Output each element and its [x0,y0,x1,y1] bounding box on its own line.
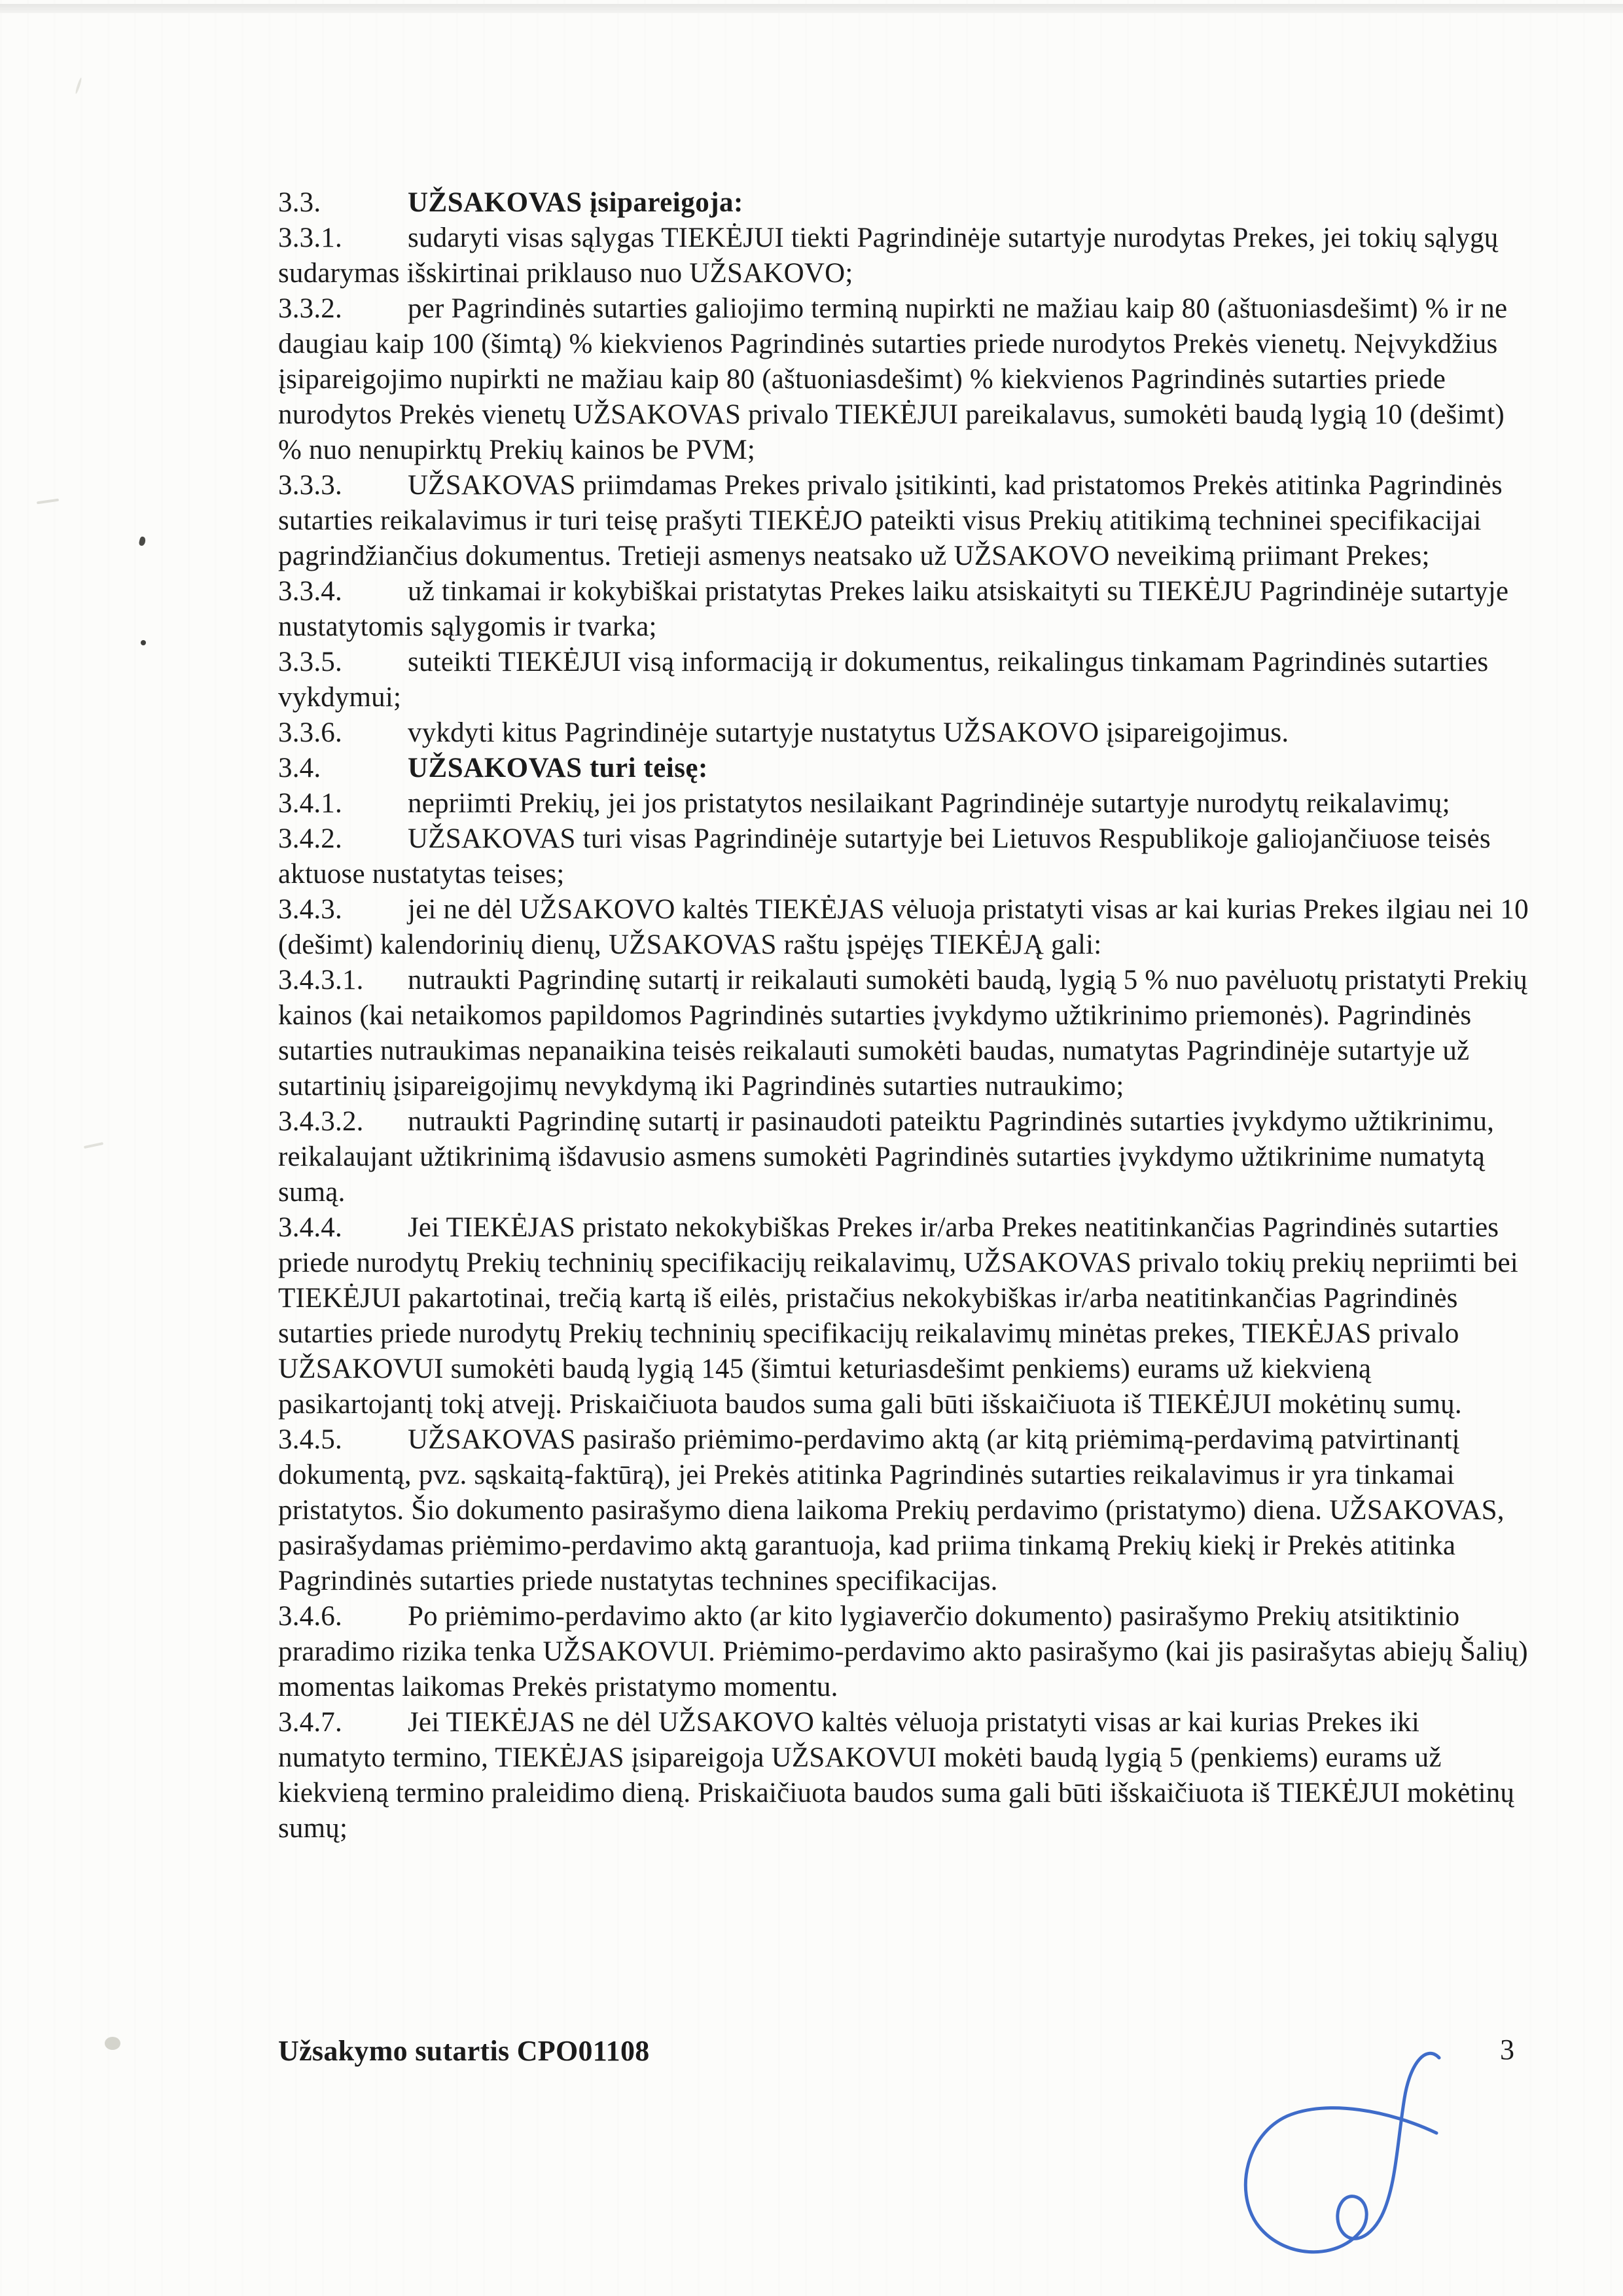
scan-speck-artifact [141,640,146,645]
clause-text: UŽSAKOVAS turi teisę: [408,753,708,783]
clause-text: nepriimti Prekių, jei jos pristatytos nesilaikant Pagrindinėje sutartyje nurodytų reikalavimų; [408,788,1450,819]
contract-clause [278,892,1531,963]
contract-clause [278,468,1531,574]
contract-clause [278,821,1531,892]
page-number: 3 [1500,2034,1514,2066]
signature-stroke [1245,2053,1439,2251]
contract-body [278,185,1531,1846]
clause-number: 3.3.2. [278,293,342,324]
clause-number: 3.4. [278,753,321,783]
clause-text: Jei TIEKĖJAS pristato nekokybiškas Prekes ir/arba Prekes neatitinkančias Pagrindinės sutarties priede nurodytų Prekių techninių specifikacijų reikalavimų, UŽSAKOVAS privalo tokių prekių nepriimti bei TIEKĖJUI pakartotinai, trečią kartą iš eilės, pristačius nekokybiškas ir/arba neatitinkančias Pagrindinės sutarties priede nurodytų Prekių techninių specifikacijų reikalavimų minėtas prekes, TIEKĖJAS privalo UŽSAKOVUI sumokėti baudą lygią 145 (šimtui keturiasdešimt penkiems) eurams už kiekvieną pasikartojantį tokį atvejį. Priskaičiuota baudos suma gali būti išskaičiuota iš TIEKĖJUI mokėtinų sumų. [278,1212,1518,1420]
clause-text: UŽSAKOVAS įsipareigoja: [408,187,743,218]
clause-number: 3.4.6. [278,1601,342,1632]
scan-speck-artifact [84,1142,103,1149]
clause-text: UŽSAKOVAS turi visas Pagrindinėje sutartyje bei Lietuvos Respublikoje galiojančiuose teisės aktuose nustatytas teises; [278,823,1491,889]
scan-speck-artifact [75,77,82,94]
clause-number: 3.3. [278,187,321,218]
clause-number: 3.4.3.2. [278,1106,364,1137]
contract-clause [278,751,1531,786]
clause-number: 3.4.1. [278,788,342,819]
contract-clause [278,574,1531,645]
clause-text: jei ne dėl UŽSAKOVO kaltės TIEKĖJAS vėluoja pristatyti visas ar kai kurias Prekes ilgiau nei 10 (dešimt) kalendorinių dienų, UŽSAKOVAS raštu įspėjęs TIEKĖJĄ gali: [278,894,1529,960]
clause-text: nutraukti Pagrindinę sutartį ir pasinaudoti pateiktu Pagrindinės sutarties įvykdymo užtikrinimu, reikalaujant užtikrinimą išdavusio asmens sumokėti Pagrindinės sutarties įvykdymo užtikrinime numatytą sumą. [278,1106,1495,1208]
clause-number: 3.3.1. [278,223,342,253]
contract-clause [278,1705,1531,1846]
contract-clause [278,185,1531,221]
scan-speck-artifact [37,499,59,505]
clause-number: 3.4.4. [278,1212,342,1243]
clause-text: UŽSAKOVAS pasirašo priėmimo-perdavimo aktą (ar kitą priėmimą-perdavimą patvirtinantį dokumentą, pvz. sąskaitą-faktūrą), jei Prekės atitinka Pagrindinės sutarties reikalavimus ir yra tinkamai pristatytos. Šio dokumento pasirašymo diena laikoma Prekių perdavimo (pristatymo) diena. UŽSAKOVAS, pasirašydamas priėmimo-perdavimo aktą garantuoja, kad priima tinkamą Prekių kiekį ir Prekės atitinka Pagrindinės sutarties priede nustatytas technines specifikacijas. [278,1424,1505,1596]
clause-text: UŽSAKOVAS priimdamas Prekes privalo įsitikinti, kad pristatomos Prekės atitinka Pagrindinės sutarties reikalavimus ir turi teisę prašyti TIEKĖJO pateikti visus Prekių atitikimą techninei specifikacijai pagrindžiančius dokumentus. Tretieji asmenys neatsako už UŽSAKOVO neveikimą priimant Prekes; [278,470,1503,571]
contract-clause [278,715,1531,751]
clause-number: 3.3.6. [278,717,342,748]
clause-text: už tinkamai ir kokybiškai pristatytas Prekes laiku atsiskaityti su TIEKĖJU Pagrindinėje sutartyje nustatytomis sąlygomis ir tvarka; [278,576,1509,642]
contract-clause [278,291,1531,468]
contract-clause [278,1422,1531,1599]
clause-text: Jei TIEKĖJAS ne dėl UŽSAKOVO kaltės vėluoja pristatyti visas ar kai kurias Prekes iki numatyto termino, TIEKĖJAS įsipareigoja UŽSAKOVUI mokėti baudą lygią 5 (penkiems) eurams už kiekvieną termino praleidimo dieną. Priskaičiuota baudos suma gali būti išskaičiuota iš TIEKĖJUI mokėtinų sumų; [278,1707,1515,1844]
scanner-edge-artifact [0,4,1623,13]
clause-number: 3.4.3. [278,894,342,925]
clause-number: 3.3.4. [278,576,342,607]
contract-clause [278,963,1531,1104]
contract-clause [278,221,1531,291]
clause-text: nutraukti Pagrindinę sutartį ir reikalauti sumokėti baudą, lygią 5 % nuo pavėluotų pristatyti Prekių kainos (kai netaikomos papildomos Pagrindinės sutarties įvykdymo užtikrinimo priemonės). Pagrindinės sutarties nutraukimas nepanaikina teisės reikalauti sumokėti baudas, numatytas Pagrindinėje sutartyje už sutartinių įsipareigojimų nevykdymą iki Pagrindinės sutarties nutraukimo; [278,965,1527,1102]
clause-text: Po priėmimo-perdavimo akto (ar kito lygiaverčio dokumento) pasirašymo Prekių atsitiktinio praradimo rizika tenka UŽSAKOVUI. Priėmimo-perdavimo akto pasirašymo (kai jis pasirašytas abiejų Šalių) momentas laikomas Prekės pristatymo momentu. [278,1601,1528,1702]
contract-clause [278,1104,1531,1210]
footer-document-title: Užsakymo sutartis CPO01108 [278,2035,650,2067]
contract-clause [278,1599,1531,1705]
handwritten-signature [1219,2047,1493,2273]
scan-speck-artifact [105,2037,120,2050]
clause-number: 3.3.3. [278,470,342,501]
clause-number: 3.4.3.1. [278,965,364,996]
contract-clause [278,645,1531,715]
clause-number: 3.4.2. [278,823,342,854]
clause-number: 3.4.7. [278,1707,342,1738]
clause-text: vykdyti kitus Pagrindinėje sutartyje nustatytus UŽSAKOVO įsipareigojimus. [408,717,1289,748]
contract-clause [278,786,1531,821]
clause-text: per Pagrindinės sutarties galiojimo terminą nupirkti ne mažiau kaip 80 (aštuoniasdešimt) % ir ne daugiau kaip 100 (šimtą) % kiekvienos Pagrindinės sutarties priede nurodytos Prekės vienetų. Neįvykdžius įsipareigojimo nupirkti ne mažiau kaip 80 (aštuoniasdešimt) % kiekvienos Pagrindinės sutarties priede nurodytos Prekės vienetų UŽSAKOVAS privalo TIEKĖJUI pareikalavus, sumokėti baudą lygią 10 (dešimt) % nuo nenupirktų Prekių kainos be PVM; [278,293,1508,465]
clause-text: sudaryti visas sąlygas TIEKĖJUI tiekti Pagrindinėje sutartyje nurodytas Prekes, jei tokių sąlygų sudarymas išskirtinai priklauso nuo UŽSAKOVO; [278,223,1499,289]
clause-number: 3.3.5. [278,647,342,677]
scan-speck-artifact [138,536,146,547]
contract-clause [278,1210,1531,1422]
clause-text: suteikti TIEKĖJUI visą informaciją ir dokumentus, reikalingus tinkamam Pagrindinės sutarties vykdymui; [278,647,1489,713]
clause-number: 3.4.5. [278,1424,342,1455]
